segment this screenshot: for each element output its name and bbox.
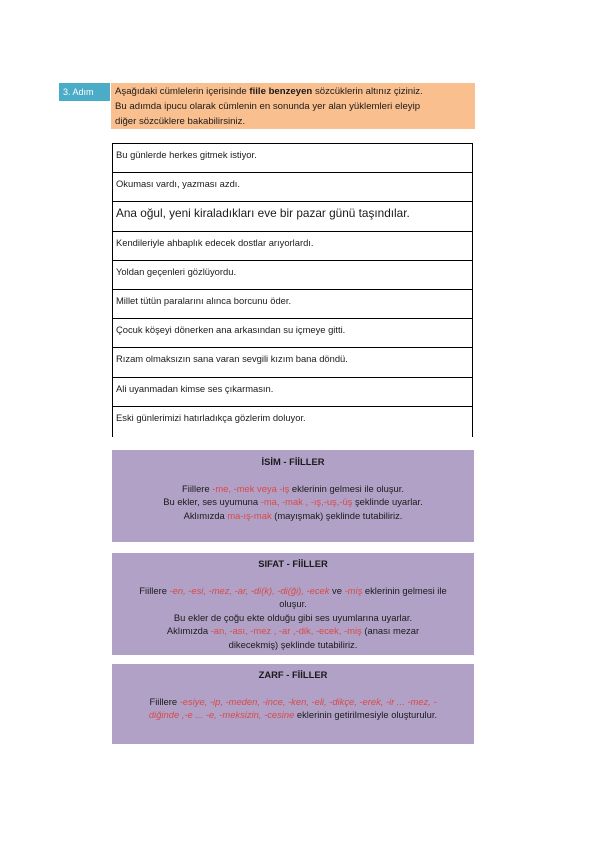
rule-text: şeklinde uyarlar. (352, 496, 423, 508)
suffix-list: -me, -mek veya -iş (212, 482, 290, 494)
rule-text: eklerinin gelmesi ile oluşur. (289, 482, 404, 494)
rule-text: ve (329, 584, 345, 596)
rule-text: Bu ekler, ses uyumuna (163, 496, 261, 508)
sifat-fiiller-line-2: oluşur. (279, 598, 307, 610)
rule-text: Fiillere (182, 482, 213, 494)
suffix-list: -miş (344, 584, 363, 596)
rule-text: Aklımızda (183, 509, 228, 521)
instruction-line-2: Bu adımda ipucu olarak cümlenin en sonunda yer alan yüklemleri eleyip (115, 101, 421, 112)
rule-text: eklerinin getirilmesiyle oluşturulur. (294, 709, 438, 721)
suffix-list: -esiye, -ip, -meden, -ince, -ken, -eli, -dikçe, -erek, -ir ... -mez, - (179, 695, 437, 707)
isim-fiiller-line-2 (112, 495, 474, 509)
instruction-line-3: diğer sözcüklere bakabilirsiniz. (115, 116, 246, 127)
sifat-fiiller-line-4 (112, 624, 474, 638)
isim-fiiller-box (112, 450, 474, 542)
rule-text: eklerinin gelmesi ile (362, 584, 447, 596)
instruction-text: sözcüklerin altınız çiziniz. (312, 86, 423, 97)
sifat-fiiller-line-3: Bu ekler de çoğu ekte olduğu gibi ses uyumlarına uyarlar. (173, 611, 413, 623)
isim-fiiller-line-3 (112, 509, 474, 523)
sentence-row: Bu günlerde herkes gitmek istiyor. (113, 144, 472, 173)
zarf-fiiller-title: ZARF - FİİLLER (258, 669, 328, 680)
instruction-box (111, 83, 475, 129)
sifat-fiiller-line-5: dikecekmiş) şeklinde tutabiliriz. (228, 638, 358, 650)
sentence-row: Ali uyanmadan kimse ses çıkarmasın. (113, 378, 472, 407)
rule-text: (anası mezar (361, 625, 420, 637)
sentence-table (112, 143, 473, 437)
sifat-fiiller-box (112, 553, 474, 655)
sentence-row: Okuması vardı, yazması azdı. (113, 173, 472, 202)
zarf-fiiller-box (112, 664, 474, 744)
sifat-fiiller-title: SIFAT - FİİLLER (258, 558, 328, 569)
instruction-line-1 (115, 84, 471, 99)
rule-text: (mayışmak) şeklinde tutabiliriz. (271, 509, 403, 521)
rule-text: Fiillere (149, 695, 180, 707)
suffix-list: diğinde ,-e ... -e, -meksizin, -cesine (148, 709, 295, 721)
sentence-row: Kendileriyle ahbaplık edecek dostlar arıyorlardı. (113, 232, 472, 261)
suffix-list: -en, -esi, -mez, -ar, -di(k), -di(ği), -ecek (169, 584, 330, 596)
step-label: 3. Adım (59, 83, 110, 101)
isim-fiiller-line-1 (112, 482, 474, 496)
sifat-fiiller-line-1 (112, 584, 474, 598)
suffix-list: -ma, -mak , -ış,-uş,-üş (260, 496, 353, 508)
mnemonic: ma-ış-mak (227, 509, 272, 521)
rule-text: Fiillere (139, 584, 170, 596)
sentence-row: Yoldan geçenleri gözlüyordu. (113, 261, 472, 290)
isim-fiiller-title: İSİM - FİİLLER (261, 456, 325, 467)
zarf-fiiller-line-2 (112, 708, 474, 722)
rule-text: Aklımızda (166, 625, 211, 637)
instruction-text: Aşağıdaki cümlelerin içerisinde (115, 86, 250, 97)
instruction-emphasis: fiile benzeyen (249, 86, 313, 97)
sentence-row: Çocuk köşeyi dönerken ana arkasından su içmeye gitti. (113, 319, 472, 348)
sentence-row: Eski günlerimizi hatırladıkça gözlerim doluyor. (116, 411, 306, 423)
mnemonic: -an, -ası, -mez , -ar ,-dik, -ecek, -miş (210, 625, 362, 637)
zarf-fiiller-line-1 (112, 695, 474, 709)
sentence-row: Ana oğul, yeni kiraladıkları eve bir pazar günü taşındılar. (113, 202, 472, 231)
sentence-row: Millet tütün paralarını alınca borcunu öder. (113, 290, 472, 319)
sentence-row: Rızam olmaksızın sana varan sevgili kızım bana döndü. (113, 348, 472, 377)
